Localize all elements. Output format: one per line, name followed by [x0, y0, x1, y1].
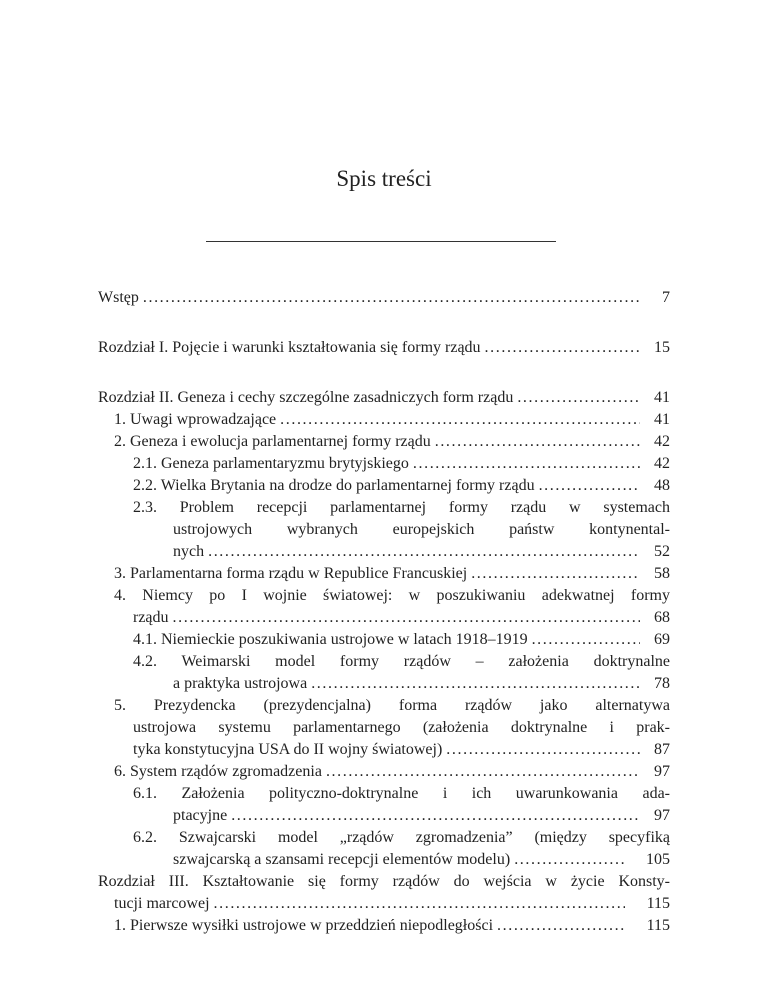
- title-rule: [206, 241, 556, 242]
- toc-page-number: 41: [654, 389, 670, 406]
- toc-entry-line: [114, 564, 640, 584]
- toc-entry-line: [114, 762, 640, 782]
- toc-entry-text: ustrojowa systemu parlamentarnego (założenia doktrynalne i prak-: [133, 719, 670, 736]
- toc-dot-leader: [173, 608, 640, 628]
- toc-entry-line: [133, 454, 640, 474]
- toc-entry-line: [114, 410, 640, 430]
- toc-entry-text: nych: [173, 543, 205, 560]
- toc-entry-line: [114, 916, 625, 936]
- toc-entry-text: 6.1. Założenia polityczno-doktrynalne i ich uwarunkowania ada-: [133, 785, 670, 802]
- page-title: Spis treści: [336, 166, 432, 191]
- toc-entry-text: 4.1. Niemieckie poszukiwania ustrojowe w latach 1918–1919: [133, 631, 528, 648]
- toc-page-number: 68: [654, 609, 670, 626]
- toc-page-number: 115: [646, 917, 670, 934]
- toc-entry-line: [133, 652, 670, 672]
- toc-entry-line: [98, 288, 640, 308]
- toc-entry-line: [133, 740, 640, 760]
- toc-dot-leader: [326, 762, 640, 782]
- toc-dot-leader: [497, 916, 625, 936]
- toc-page-number: 97: [654, 763, 670, 780]
- toc-page-number: 69: [654, 631, 670, 648]
- toc-entry-text: 2.2. Wielka Brytania na drodze do parlamentarnej formy rządu: [133, 477, 535, 494]
- toc-entry-text: tucji marcowej: [114, 895, 210, 912]
- toc-page-number: 48: [654, 477, 670, 494]
- toc-dot-leader: [517, 388, 640, 408]
- toc-entry-line: [98, 388, 640, 408]
- toc-entry-text: 4. Niemcy po I wojnie światowej: w poszukiwaniu adekwatnej formy: [114, 587, 670, 604]
- toc-entry-line: [133, 630, 640, 650]
- toc-dot-leader: [311, 674, 640, 694]
- toc-dot-leader: [485, 338, 640, 358]
- toc-page-number: 58: [654, 565, 670, 582]
- toc-page-number: 97: [654, 807, 670, 824]
- toc-dot-leader: [413, 454, 640, 474]
- toc-entry-line: [173, 674, 640, 694]
- toc-entry-line: [133, 784, 670, 804]
- toc-entry-line: [133, 476, 640, 496]
- toc-dot-leader: [143, 288, 640, 308]
- toc-dot-leader: [514, 850, 625, 870]
- toc-page-number: 87: [654, 741, 670, 758]
- toc-entry-text: 6.2. Szwajcarski model „rządów zgromadzenia” (między specyfiką: [133, 829, 670, 846]
- toc-page-number: 105: [646, 851, 670, 868]
- toc-entry-text: 6. System rządów zgromadzenia: [114, 763, 322, 780]
- toc-entry-line: [114, 432, 640, 452]
- toc-entry-text: ustrojowych wybranych europejskich państw kontynental-: [173, 521, 670, 538]
- toc-page-number: 42: [654, 455, 670, 472]
- toc-entry-line: [133, 828, 670, 848]
- toc-dot-leader: [539, 476, 640, 496]
- toc-entry-text: Rozdział II. Geneza i cechy szczególne zasadniczych form rządu: [98, 389, 514, 406]
- toc-entry-text: rządu: [133, 609, 169, 626]
- toc-entry-line: [133, 608, 640, 628]
- toc-entry-text: 2.1. Geneza parlamentaryzmu brytyjskiego: [133, 455, 409, 472]
- toc-entry-text: tyka konstytucyjna USA do II wojny światowej): [133, 741, 443, 758]
- toc-entry-text: Rozdział III. Kształtowanie się formy rządów do wejścia w życie Konsty-: [98, 873, 670, 890]
- toc-dot-leader: [435, 432, 640, 452]
- toc-entry-line: [173, 806, 640, 826]
- toc-entry-text: 1. Pierwsze wysiłki ustrojowe w przeddzień niepodległości: [114, 917, 494, 934]
- toc-dot-leader: [446, 740, 640, 760]
- toc-entry-line: [98, 338, 640, 358]
- toc-dot-leader: [214, 894, 625, 914]
- toc-entry-line: [173, 520, 670, 540]
- toc-dot-leader: [231, 806, 640, 826]
- toc-dot-leader: [532, 630, 640, 650]
- toc-entry-line: [173, 542, 640, 562]
- toc-page-number: 15: [654, 339, 670, 356]
- toc-page-number: 52: [654, 543, 670, 560]
- toc-entry-text: Wstęp: [98, 289, 139, 306]
- toc-entry-line: [114, 894, 625, 914]
- toc-entry-line: [114, 696, 670, 716]
- toc-entry-text: 2.3. Problem recepcji parlamentarnej formy rządu w systemach: [133, 499, 670, 516]
- toc-entry-line: [133, 498, 670, 518]
- toc-entry-line: [173, 850, 625, 870]
- toc-entry-line: [98, 872, 670, 892]
- toc-page-number: 7: [662, 289, 670, 306]
- toc-entry-text: 1. Uwagi wprowadzające: [114, 411, 277, 428]
- toc-dot-leader: [208, 542, 640, 562]
- toc-page-number: 41: [654, 411, 670, 428]
- toc-page-number: 78: [654, 675, 670, 692]
- toc-entry-text: a praktyka ustrojowa: [173, 675, 308, 692]
- toc-page-number: 42: [654, 433, 670, 450]
- toc-entry-text: 2. Geneza i ewolucja parlamentarnej formy rządu: [114, 433, 431, 450]
- toc-entry-line: [133, 718, 670, 738]
- toc-entry-line: [114, 586, 670, 606]
- toc-entry-text: 5. Prezydencka (prezydencjalna) forma rządów jako alternatywa: [114, 697, 670, 714]
- toc-dot-leader: [280, 410, 640, 430]
- toc-page-number: 115: [646, 895, 670, 912]
- toc-entry-text: Rozdział I. Pojęcie i warunki kształtowania się formy rządu: [98, 339, 481, 356]
- toc-entry-text: 4.2. Weimarski model formy rządów – założenia doktrynalne: [133, 653, 670, 670]
- toc-entry-text: ptacyjne: [173, 807, 228, 824]
- toc-entry-text: 3. Parlamentarna forma rządu w Republice Francuskiej: [114, 565, 468, 582]
- toc-entry-text: szwajcarską a szansami recepcji elementów modelu): [173, 851, 511, 868]
- toc-dot-leader: [471, 564, 640, 584]
